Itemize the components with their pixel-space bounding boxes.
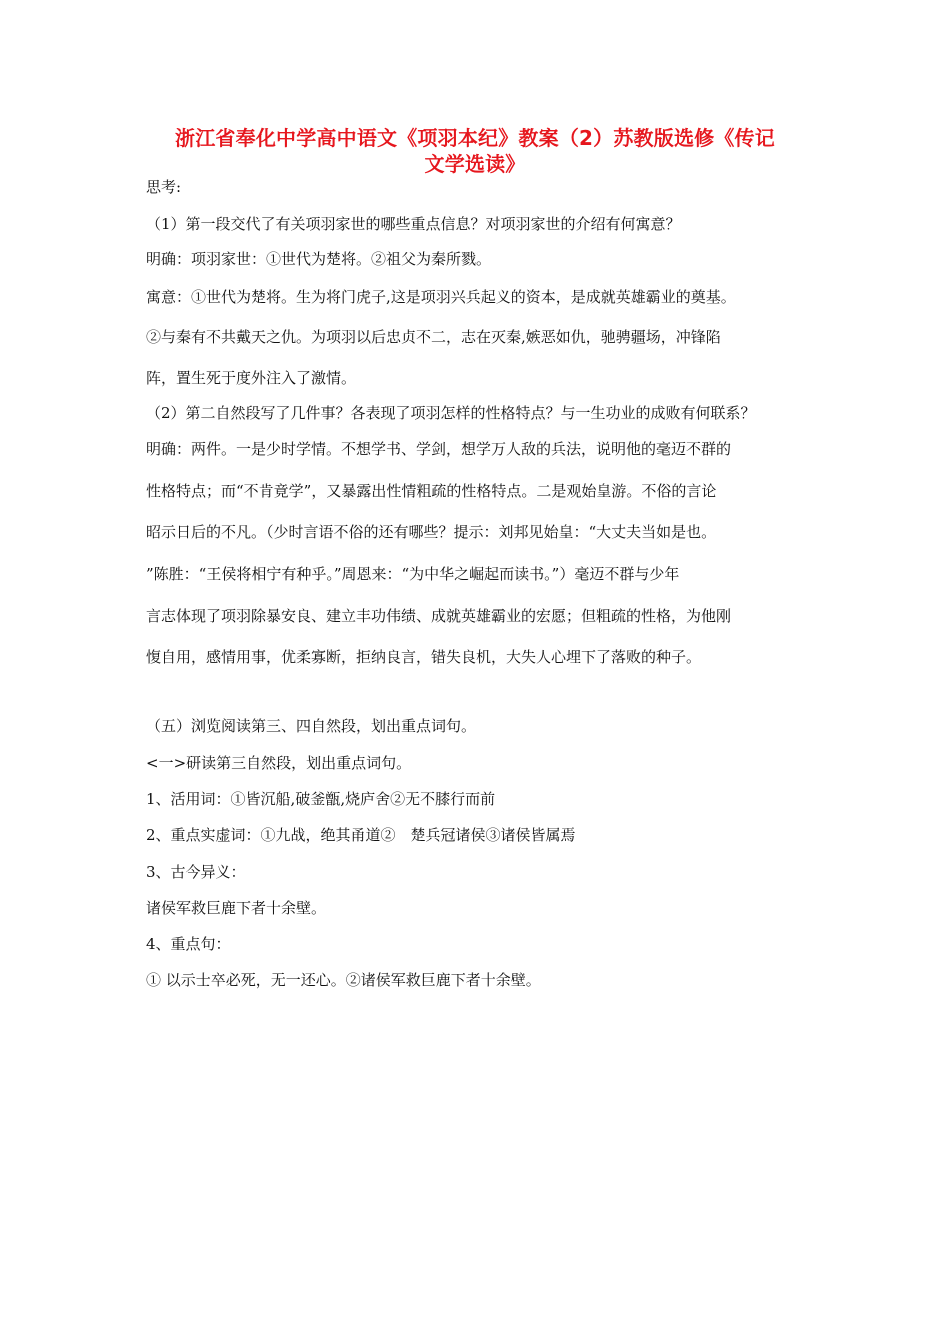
text-line: 3、古今异义：: [146, 863, 246, 881]
text-line: 寓意：①世代为楚将。生为将门虎子,这是项羽兴兵起义的资本，是成就英雄霸业的奠基。: [146, 288, 736, 306]
text-line: 言志体现了项羽除暴安良、建立丰功伟绩、成就英雄霸业的宏愿；但粗疏的性格，为他刚: [146, 607, 732, 625]
text-line: ”陈胜：“王侯将相宁有种乎。”周恩来：“为中华之崛起而读书。”）毫迈不群与少年: [146, 565, 680, 583]
text-line: <一>研读第三自然段，划出重点词句。: [146, 754, 412, 772]
text-line: 1、活用词：①皆沉船,破釜甑,烧庐舍②无不膝行而前: [146, 790, 496, 808]
text-line: （2）第二自然段写了几件事？各表现了项羽怎样的性格特点？与一生功业的成败有何联系？: [146, 404, 756, 422]
text-line: 性格特点；而“不肯竟学”，又暴露出性情粗疏的性格特点。二是观始皇游。不俗的言论: [146, 482, 717, 500]
text-line: 愎自用，感情用事，优柔寡断，拒纳良言，错失良机，大失人心埋下了落败的种子。: [146, 648, 702, 666]
text-line: 2、重点实虚词：①九战，绝其甬道② 楚兵冠诸侯③诸侯皆属焉: [146, 826, 576, 844]
text-line: 明确：两件。一是少时学情。不想学书、学剑，想学万人敌的兵法，说明他的毫迈不群的: [146, 440, 732, 458]
text-line: （五）浏览阅读第三、四自然段，划出重点词句。: [146, 717, 477, 735]
text-line: ②与秦有不共戴天之仇。为项羽以后忠贞不二，志在灭秦,嫉恶如仇，驰骋疆场，冲锋陷: [146, 328, 721, 346]
text-line: 4、重点句：: [146, 935, 231, 953]
text-line: 阵，置生死于度外注入了激情。: [146, 369, 357, 387]
text-line: 思考:: [146, 178, 182, 196]
document-title-line-2: 文学选读》: [424, 152, 526, 176]
text-line: 昭示日后的不凡。（少时言语不俗的还有哪些？提示：刘邦见始皇：“大丈夫当如是也。: [146, 523, 717, 541]
text-line: 诸侯军救巨鹿下者十余壁。: [146, 899, 327, 917]
text-line: 明确：项羽家世：①世代为楚将。②祖父为秦所戮。: [146, 250, 492, 268]
text-line: ① 以示士卒必死，无一还心。②诸侯军救巨鹿下者十余壁。: [146, 971, 541, 989]
text-line: （1）第一段交代了有关项羽家世的哪些重点信息？对项羽家世的介绍有何寓意？: [146, 215, 681, 233]
document-title-line-1: 浙江省奉化中学高中语文《项羽本纪》教案（2）苏教版选修《传记: [175, 126, 775, 150]
